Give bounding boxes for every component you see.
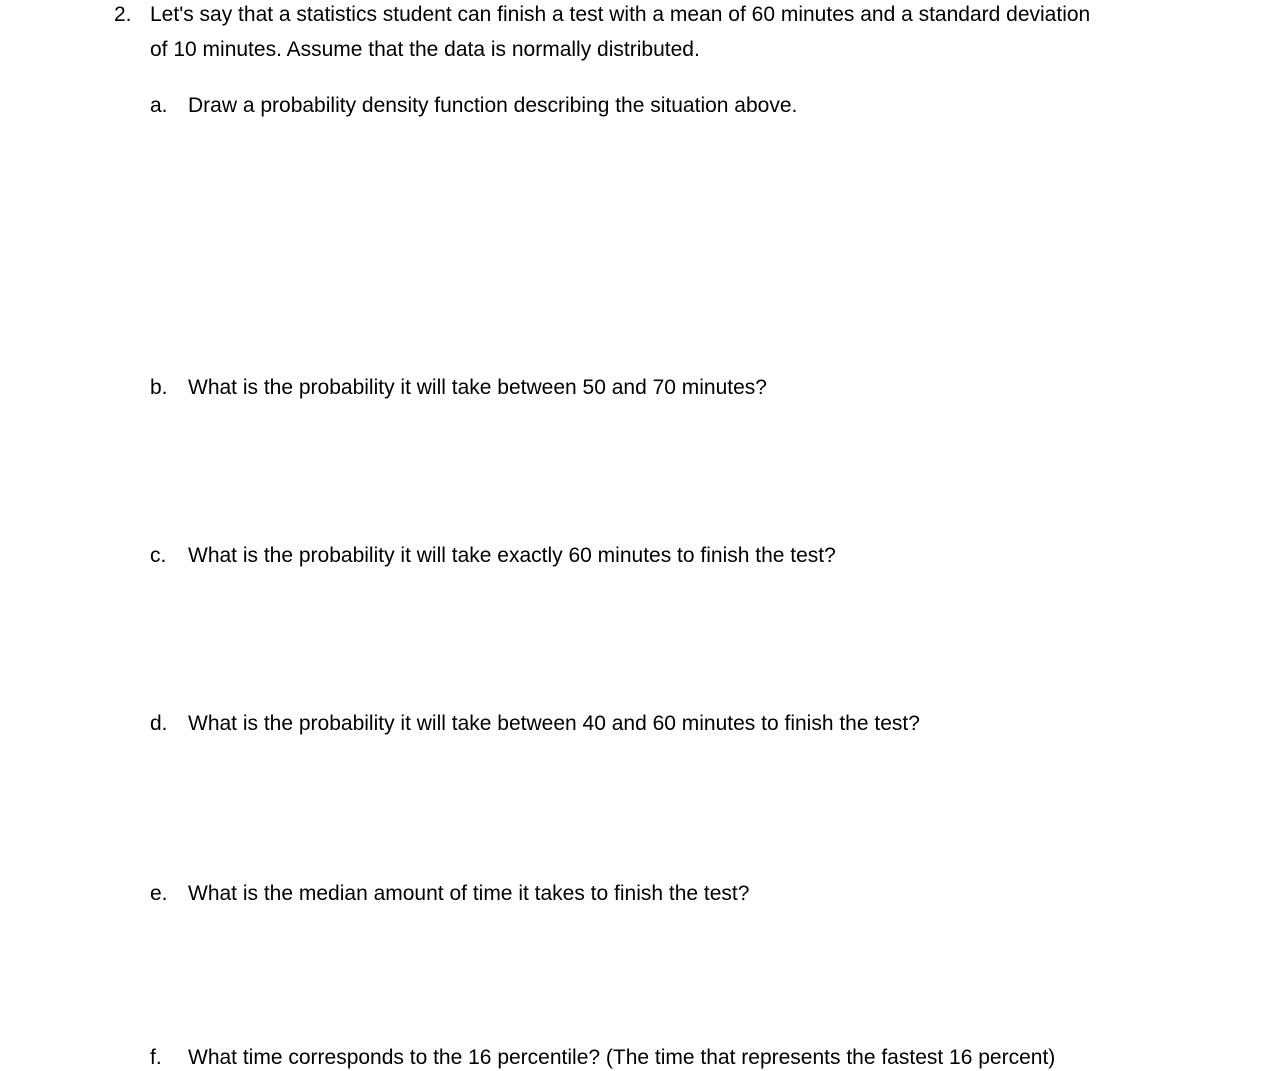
question-number: 2. [114, 3, 132, 26]
part-a-letter: a. [150, 94, 168, 117]
part-b-text: What is the probability it will take between 50 and 70 minutes? [188, 376, 767, 399]
part-b-letter: b. [150, 376, 168, 399]
part-c-text: What is the probability it will take exactly 60 minutes to finish the test? [188, 544, 836, 567]
part-d-letter: d. [150, 712, 168, 735]
part-e-letter: e. [150, 882, 168, 905]
part-a-text: Draw a probability density function describing the situation above. [188, 94, 798, 117]
part-f-text: What time corresponds to the 16 percentile? (The time that represents the fastest 16 percent) [188, 1046, 1056, 1069]
part-f-letter: f. [150, 1046, 162, 1069]
question-text-line-2: of 10 minutes. Assume that the data is normally distributed. [150, 38, 700, 61]
part-e-text: What is the median amount of time it takes to finish the test? [188, 882, 750, 905]
part-d-text: What is the probability it will take between 40 and 60 minutes to finish the test? [188, 712, 920, 735]
question-text-line-1: Let's say that a statistics student can finish a test with a mean of 60 minutes and a standard deviation [150, 3, 1091, 26]
part-c-letter: c. [150, 544, 167, 567]
